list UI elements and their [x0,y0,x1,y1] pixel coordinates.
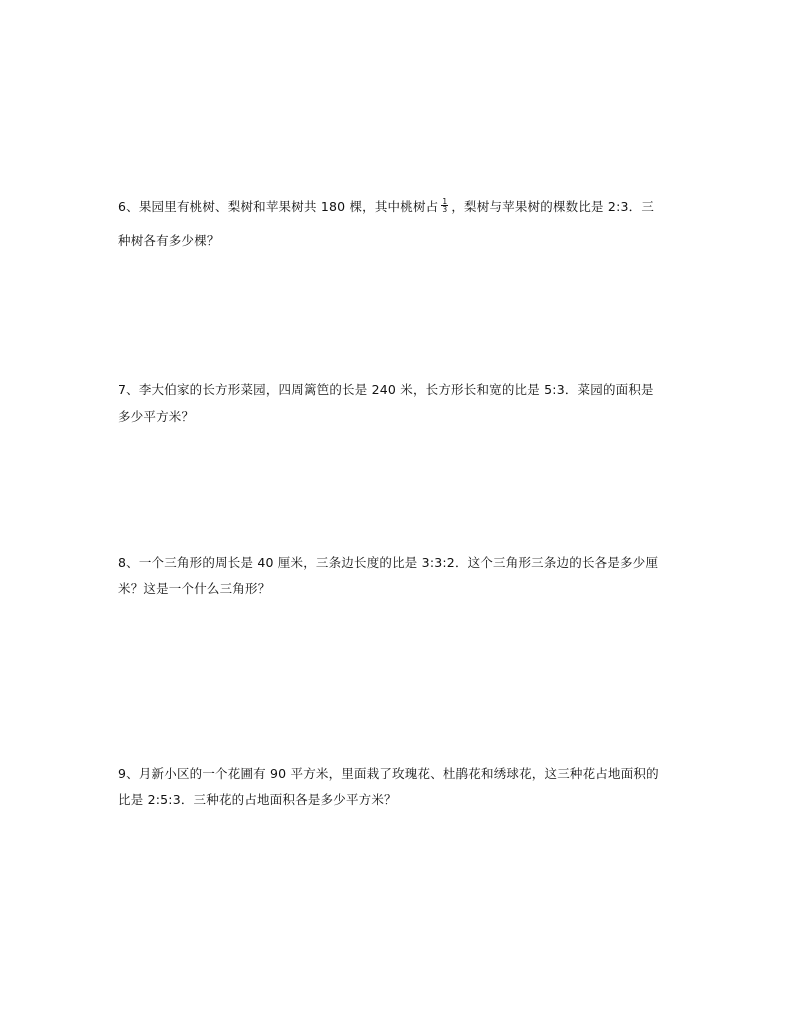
problem-6-text-start: 6、果园里有桃树、梨树和苹果树共 180 棵，其中桃树占 [118,199,439,214]
problem-8-line-2: 米？这是一个什么三角形？ [118,581,271,596]
problem-9-line-2: 比是 2:5:3．三种花的占地面积各是多少平方米？ [118,792,397,807]
problem-6-line-1 [118,199,708,215]
problem-9-line-1: 9、月新小区的一个花圃有 90 平方米，里面栽了玫瑰花、杜鹃花和绣球花，这三种花占地面积的 [118,766,659,781]
problem-6-text-end: ，梨树与苹果树的棵数比是 2:3．三 [451,199,655,214]
problem-8-line-1: 8、一个三角形的周长是 40 厘米，三条边长度的比是 3:3:2．这个三角形三条边的长各是多少厘 [118,555,659,570]
fraction-one-third [441,198,448,213]
fraction-denominator: 3 [442,205,448,214]
fraction-numerator: 1 [442,197,448,206]
problem-7-line-2: 多少平方米？ [118,409,195,424]
problem-6-line-2: 种树各有多少棵？ [118,233,220,248]
problem-7-line-1: 7、李大伯家的长方形菜园，四周篱笆的长是 240 米，长方形长和宽的比是 5:3．菜园的面积是 [118,382,654,397]
